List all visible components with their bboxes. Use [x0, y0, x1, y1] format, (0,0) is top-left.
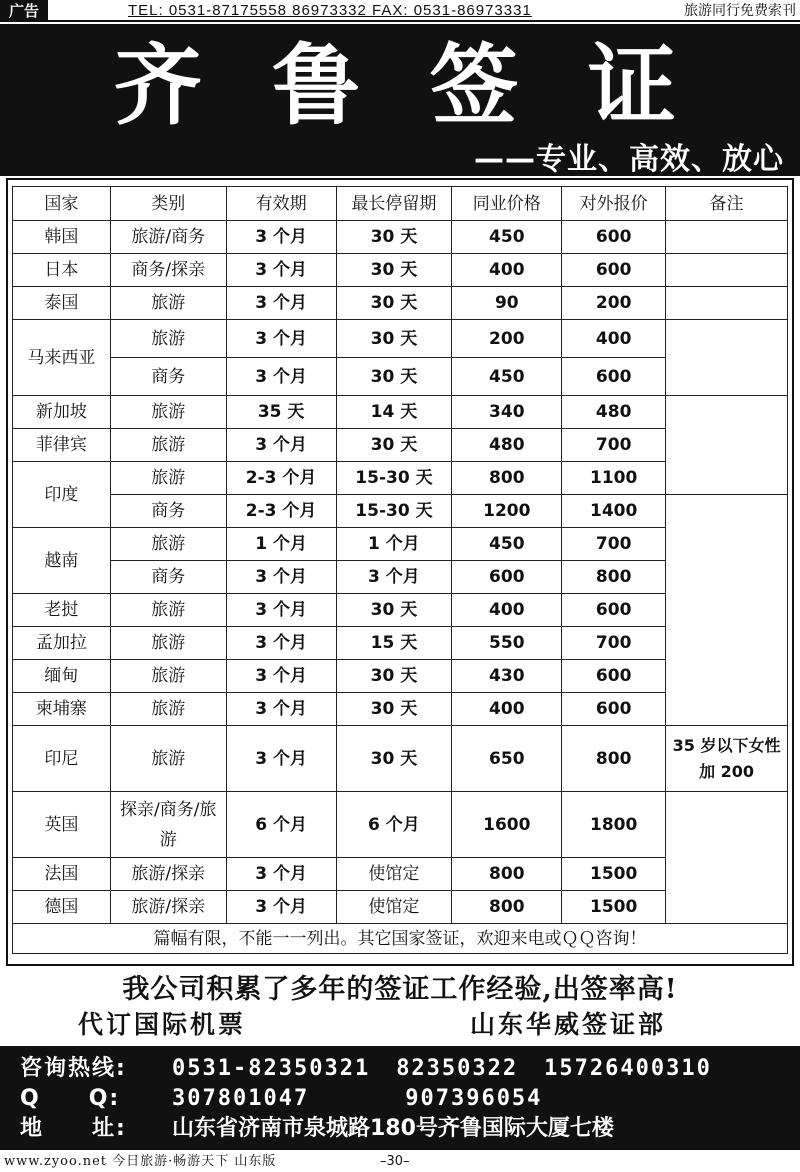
cell-type: 探亲/商务/旅游	[110, 792, 226, 858]
table-row	[13, 726, 788, 792]
cell-type: 旅游	[110, 726, 226, 792]
cell-country: 英国	[13, 792, 111, 858]
hotline-number: 82350322	[396, 1056, 519, 1081]
cell-trade-price: 1200	[452, 495, 562, 528]
page-number: –30–	[380, 1154, 410, 1169]
table-footnote-row	[13, 924, 788, 954]
qq-number: 907396054	[405, 1086, 543, 1111]
cell-validity: 3 个月	[226, 891, 336, 924]
cell-trade-price: 90	[452, 287, 562, 320]
cell-trade-price: 800	[452, 462, 562, 495]
header-stay: 最长停留期	[336, 187, 452, 221]
cell-stay: 1 个月	[336, 528, 452, 561]
cell-type: 旅游	[110, 320, 226, 358]
cell-note	[666, 320, 788, 396]
cell-country: 缅甸	[13, 660, 111, 693]
qq-number: 307801047	[172, 1086, 310, 1111]
header-note: 备注	[666, 187, 788, 221]
cell-stay: 30 天	[336, 594, 452, 627]
cell-trade-price: 800	[452, 858, 562, 891]
header-type: 类别	[110, 187, 226, 221]
cell-type: 商务/探亲	[110, 254, 226, 287]
cell-validity: 3 个月	[226, 287, 336, 320]
cell-stay: 30 天	[336, 429, 452, 462]
cell-stay: 15 天	[336, 627, 452, 660]
cell-stay: 30 天	[336, 254, 452, 287]
hotline-number: 0531-82350321	[172, 1056, 371, 1081]
cell-trade-price: 450	[452, 528, 562, 561]
cell-type: 商务	[110, 358, 226, 396]
cell-trade-price: 430	[452, 660, 562, 693]
ad-tag: 广告	[0, 0, 48, 22]
cell-retail-price: 600	[562, 660, 666, 693]
cell-retail-price: 600	[562, 221, 666, 254]
address-text: 山东省济南市泉城路180号齐鲁国际大厦七楼	[172, 1116, 614, 1141]
cell-country: 法国	[13, 858, 111, 891]
cell-retail-price: 1500	[562, 891, 666, 924]
table-row	[13, 254, 788, 287]
cell-country: 越南	[13, 528, 111, 594]
footer-site: www.zyoo.net 今日旅游·畅游天下 山东版	[4, 1154, 277, 1169]
cell-stay: 14 天	[336, 396, 452, 429]
banner-slogan: ——专业、高效、放心	[474, 142, 784, 177]
cell-validity: 6 个月	[226, 792, 336, 858]
cell-type: 旅游	[110, 396, 226, 429]
cell-trade-price: 800	[452, 891, 562, 924]
cell-retail-price: 400	[562, 320, 666, 358]
table-row	[13, 396, 788, 429]
cell-validity: 3 个月	[226, 561, 336, 594]
cell-note	[666, 495, 788, 726]
cell-type: 旅游	[110, 429, 226, 462]
banner	[0, 24, 800, 176]
cell-note	[666, 221, 788, 254]
table-row	[13, 792, 788, 858]
cell-note	[666, 792, 788, 924]
cell-type: 旅游/探亲	[110, 891, 226, 924]
visa-price-table	[12, 186, 788, 954]
table-footnote: 篇幅有限，不能一一列出。其它国家签证，欢迎来电或ＱＱ咨询！	[13, 924, 788, 954]
cell-stay: 30 天	[336, 660, 452, 693]
cell-trade-price: 200	[452, 320, 562, 358]
cell-validity: 3 个月	[226, 726, 336, 792]
qq-label: Q Q:	[20, 1086, 121, 1111]
cell-validity: 3 个月	[226, 660, 336, 693]
hotline-label: 咨询热线:	[20, 1056, 127, 1081]
cell-type: 旅游	[110, 627, 226, 660]
cell-validity: 3 个月	[226, 858, 336, 891]
cell-validity: 2-3 个月	[226, 462, 336, 495]
cell-stay: 使馆定	[336, 891, 452, 924]
cell-type: 旅游	[110, 594, 226, 627]
cell-retail-price: 800	[562, 726, 666, 792]
cell-retail-price: 1100	[562, 462, 666, 495]
top-bar	[0, 0, 800, 22]
table-row	[13, 221, 788, 254]
cell-retail-price: 600	[562, 693, 666, 726]
address-label: 地 址:	[20, 1116, 127, 1141]
cell-validity: 3 个月	[226, 254, 336, 287]
cell-validity: 3 个月	[226, 429, 336, 462]
cell-validity: 3 个月	[226, 320, 336, 358]
cell-validity: 2-3 个月	[226, 495, 336, 528]
cell-type: 旅游	[110, 287, 226, 320]
cell-country: 马来西亚	[13, 320, 111, 396]
header-validity: 有效期	[226, 187, 336, 221]
cell-stay: 30 天	[336, 221, 452, 254]
table-header-row	[13, 187, 788, 221]
cell-type: 旅游	[110, 462, 226, 495]
cell-country: 印度	[13, 462, 111, 528]
cell-country: 菲律宾	[13, 429, 111, 462]
cell-type: 商务	[110, 495, 226, 528]
cell-stay: 30 天	[336, 358, 452, 396]
cell-stay: 30 天	[336, 693, 452, 726]
cell-type: 旅游/商务	[110, 221, 226, 254]
cell-country: 孟加拉	[13, 627, 111, 660]
cell-stay: 15-30 天	[336, 462, 452, 495]
cell-country: 印尼	[13, 726, 111, 792]
banner-title: 齐鲁签证	[113, 34, 746, 137]
cell-country: 老挝	[13, 594, 111, 627]
hotline-number: 15726400310	[544, 1056, 712, 1081]
footer	[0, 1152, 800, 1172]
cell-stay: 30 天	[336, 287, 452, 320]
cell-validity: 3 个月	[226, 627, 336, 660]
cell-validity: 3 个月	[226, 693, 336, 726]
cell-stay: 6 个月	[336, 792, 452, 858]
cell-country: 新加坡	[13, 396, 111, 429]
cell-trade-price: 480	[452, 429, 562, 462]
cell-validity: 3 个月	[226, 221, 336, 254]
cell-retail-price: 700	[562, 528, 666, 561]
cell-retail-price: 700	[562, 627, 666, 660]
cell-retail-price: 600	[562, 254, 666, 287]
cell-trade-price: 400	[452, 693, 562, 726]
cell-type: 旅游	[110, 693, 226, 726]
cell-trade-price: 550	[452, 627, 562, 660]
cell-retail-price: 600	[562, 358, 666, 396]
cell-stay: 使馆定	[336, 858, 452, 891]
header-trade-price: 同业价格	[452, 187, 562, 221]
promo-company-name: 山东华威签证部	[470, 1010, 667, 1039]
cell-validity: 35 天	[226, 396, 336, 429]
cell-type: 旅游	[110, 528, 226, 561]
cell-type: 旅游	[110, 660, 226, 693]
header-contact: TEL: 0531-87175558 86973332 FAX: 0531-86973331	[128, 2, 532, 19]
cell-retail-price: 700	[562, 429, 666, 462]
cell-country: 柬埔寨	[13, 693, 111, 726]
cell-retail-price: 200	[562, 287, 666, 320]
cell-trade-price: 340	[452, 396, 562, 429]
cell-trade-price: 450	[452, 358, 562, 396]
cell-validity: 1 个月	[226, 528, 336, 561]
header-retail-price: 对外报价	[562, 187, 666, 221]
cell-validity: 3 个月	[226, 594, 336, 627]
cell-type: 旅游/探亲	[110, 858, 226, 891]
qq-row	[20, 1084, 542, 1114]
table-row	[13, 320, 788, 358]
cell-stay: 30 天	[336, 320, 452, 358]
cell-country: 日本	[13, 254, 111, 287]
cell-country: 德国	[13, 891, 111, 924]
cell-trade-price: 650	[452, 726, 562, 792]
address-row	[20, 1114, 614, 1144]
cell-stay: 3 个月	[336, 561, 452, 594]
cell-note: 35 岁以下女性加 200	[666, 726, 788, 792]
promo-experience: 我公司积累了多年的签证工作经验,出签率高!	[122, 974, 678, 1005]
cell-country: 韩国	[13, 221, 111, 254]
table-row	[13, 287, 788, 320]
cell-retail-price: 800	[562, 561, 666, 594]
cell-type: 商务	[110, 561, 226, 594]
journal-note: 旅游同行免费索刊	[684, 3, 796, 19]
hotline-row	[20, 1054, 712, 1084]
cell-retail-price: 1800	[562, 792, 666, 858]
cell-validity: 3 个月	[226, 358, 336, 396]
header-country: 国家	[13, 187, 111, 221]
cell-trade-price: 1600	[452, 792, 562, 858]
cell-note	[666, 287, 788, 320]
cell-stay: 30 天	[336, 726, 452, 792]
table-row	[13, 495, 788, 528]
cell-retail-price: 1400	[562, 495, 666, 528]
cell-note	[666, 254, 788, 287]
cell-trade-price: 600	[452, 561, 562, 594]
cell-retail-price: 480	[562, 396, 666, 429]
cell-trade-price: 450	[452, 221, 562, 254]
cell-country: 泰国	[13, 287, 111, 320]
cell-retail-price: 600	[562, 594, 666, 627]
cell-trade-price: 400	[452, 594, 562, 627]
cell-stay: 15-30 天	[336, 495, 452, 528]
promo-air-tickets: 代订国际机票	[78, 1010, 247, 1039]
contact-block	[0, 1046, 800, 1150]
cell-retail-price: 1500	[562, 858, 666, 891]
cell-trade-price: 400	[452, 254, 562, 287]
cell-note	[666, 396, 788, 495]
